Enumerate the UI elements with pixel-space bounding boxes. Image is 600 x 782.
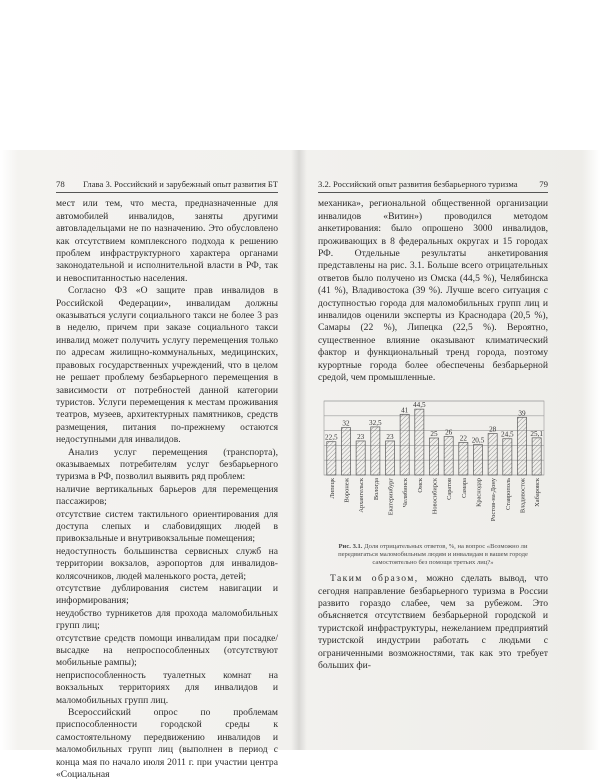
bar bbox=[371, 426, 380, 474]
x-tick-label: Воронеж bbox=[343, 477, 351, 503]
figure-caption bbox=[324, 543, 542, 568]
right-page-conclusion bbox=[318, 573, 548, 672]
figure-caption-label: Рис. 3.1. bbox=[338, 542, 363, 550]
paragraph-text: можно сделать вывод, что сегодня направление безбарьерного туризма в России развито гораздо слабее, чем за рубежом. Это объясняется отсутствием безбарьерной городской и туристской инфраструктуры, нежеланием предприятий туристской индустрии работать с людьми с ограниченными возможностями, так как это требует больших фи- bbox=[318, 573, 548, 671]
bar bbox=[341, 427, 350, 474]
x-tick-label: Омск bbox=[416, 477, 424, 493]
paragraph: Всероссийский опрос по проблемам приспособленности городской среды к самостоятельному передвижению инвалидов и маломобильных групп лиц (выполнен в период с конца мая по начало июля 2011 г. при участии центра «Социальная bbox=[56, 707, 278, 781]
bar bbox=[385, 440, 394, 474]
bar-value-label: 32,5 bbox=[369, 418, 382, 427]
paragraph: механика», региональной общественной организации инвалидов «Витин») проводился методом анкетирования: было опрошено 3000 инвалидов, проживающих в 8 федеральных округах и 15 городах РФ. Отдельные результаты анкетирования представлены на рис. 3.1. Больше всего отрицательных ответов было получено из Омска (44,5 %), Челябинска (41 %), Владивостока (39 %). Лучше всего ситуация с доступностью города для маломобильных групп лиц и инвалидов оценили эксперты из Краснодара (20,5 %), Самары (22 %), Липецка (22,5 %). Вероятно, существенное влияние оказывают климатический фактор и функциональный тренд города, поэтому курортные города более обеспечены безбарьерной средой, чем промышленные. bbox=[318, 198, 548, 384]
bar bbox=[488, 433, 497, 474]
bar bbox=[327, 441, 336, 474]
left-page-body bbox=[56, 198, 278, 781]
bar-value-label: 25 bbox=[430, 429, 438, 438]
bar bbox=[503, 438, 512, 474]
x-tick-label: Хабаровск bbox=[534, 477, 542, 507]
right-page bbox=[318, 178, 548, 672]
bar bbox=[532, 437, 541, 474]
bar bbox=[473, 444, 482, 474]
scan-top-margin bbox=[0, 0, 600, 150]
left-running-title: Глава 3. Российский и зарубежный опыт развития БТ bbox=[83, 179, 278, 189]
paragraph: недоступность большинства сервисных служб на территории вокзалов, аэропортов для инвалидов-колясочников, людей маленького роста, детей; bbox=[56, 545, 278, 582]
paragraph: мест или тем, что места, предназначенные для автомобилей инвалидов, заняты другими автовладельцами не по назначению. Это обусловлено как отсутствием комплексного подхода к решению проблем инфраструктурного характера органами законодательной и исполнительной власти в РФ, так и невоспитанностью населения. bbox=[56, 198, 278, 284]
bar-value-label: 20,5 bbox=[471, 436, 485, 445]
paragraph: отсутствие средств помощи инвалидам при посадке/высадке на непроспособленных (отсутствуют мобильные рампы); bbox=[56, 632, 278, 669]
paragraph: неудобство турникетов для прохода маломобильных групп лиц; bbox=[56, 607, 278, 632]
bar-value-label: 22,5 bbox=[325, 433, 338, 442]
bar bbox=[415, 409, 424, 475]
paragraph: отсутствие систем тактильного ориентирования для доступа слепых и слабовидящих людей в привокзальные и внутривокзальные помещения; bbox=[56, 508, 278, 545]
x-tick-label: Ростов-на-Дону bbox=[490, 477, 498, 521]
left-page-number: 78 bbox=[56, 179, 65, 189]
bar-value-label: 25,1 bbox=[530, 429, 543, 438]
bar-chart-svg bbox=[318, 389, 548, 539]
x-tick-label: Архангельск bbox=[358, 477, 366, 513]
right-page-number: 79 bbox=[539, 179, 548, 189]
bar-value-label: 41 bbox=[401, 405, 409, 414]
bar-value-label: 44,5 bbox=[413, 400, 426, 409]
x-tick-label: Новосибирск bbox=[431, 477, 439, 514]
x-tick-label: Владивосток bbox=[519, 477, 527, 513]
figure-caption-text: Доля отрицательных ответов, %, на вопрос «Возможно ли передвигаться маломобильным людям и инвалидам в вашем городе самостоятельно без помощи третьих лиц?» bbox=[338, 542, 528, 566]
bar-value-label: 32 bbox=[342, 419, 350, 428]
x-tick-label: Саратов bbox=[446, 477, 454, 500]
x-tick-label: Краснодар bbox=[475, 477, 483, 507]
x-tick-label: Вологда bbox=[372, 477, 380, 500]
bar bbox=[356, 440, 365, 474]
spaced-lead-text: Таким образом, bbox=[330, 573, 419, 585]
bar bbox=[459, 442, 468, 475]
book-gutter bbox=[291, 150, 307, 750]
bar-value-label: 22 bbox=[459, 433, 467, 442]
figure-3-1-chart bbox=[318, 389, 548, 539]
bar bbox=[400, 414, 409, 475]
left-running-head bbox=[56, 178, 278, 193]
paragraph: Анализ услуг перемещения (транспорта), оказываемых потребителям услуг безбарьерного туризма в РФ, позволил выявить ряд проблем: bbox=[56, 446, 278, 483]
right-page-intro bbox=[318, 198, 548, 384]
right-running-head bbox=[318, 178, 548, 193]
paragraph: неприспособленность туалетных комнат на вокзальных территориях для инвалидов и маломобильных групп лиц. bbox=[56, 669, 278, 706]
bar-value-label: 26 bbox=[445, 428, 453, 437]
bar bbox=[444, 436, 453, 474]
bar-value-label: 28 bbox=[489, 425, 497, 434]
paragraph bbox=[318, 573, 548, 672]
paragraph: наличие вертикальных барьеров для перемещения пассажиров; bbox=[56, 483, 278, 508]
bar bbox=[517, 417, 526, 475]
paragraph: Согласно ФЗ «О защите прав инвалидов в Российской Федерации», инвалидам должны оказываться услуги социального такси не более 3 раз в неделю, причем при заказе социального такси инвалид может получить услугу перемещения только по адресам жилищно-коммунальных, медицинских, правовых государственных учреждений, что в целом не решает проблему безбарьерного перемещения в зависимости от потребностей данной категории туристов. Услуги перемещения к местам проживания театров, музеев, архитектурных памятников, средств размещения, питания по-прежнему остаются недоступными для инвалидов. bbox=[56, 285, 278, 446]
x-tick-label: Екатеринбург bbox=[387, 477, 395, 515]
right-running-title: 3.2. Российский опыт развития безбарьерного туризма bbox=[318, 179, 518, 189]
x-tick-label: Ставрополь bbox=[504, 477, 512, 510]
paragraph: отсутствие дублирования систем навигации и информирования; bbox=[56, 583, 278, 607]
bar-value-label: 39 bbox=[518, 408, 526, 417]
left-page bbox=[56, 178, 278, 782]
x-tick-label: Липецк bbox=[328, 477, 336, 499]
bar bbox=[429, 438, 438, 475]
x-tick-label: Самара bbox=[460, 477, 468, 498]
bar-value-label: 23 bbox=[357, 432, 365, 441]
bar-value-label: 23 bbox=[386, 432, 394, 441]
x-tick-label: Челябинск bbox=[402, 477, 410, 507]
bar-value-label: 24,5 bbox=[501, 430, 514, 439]
